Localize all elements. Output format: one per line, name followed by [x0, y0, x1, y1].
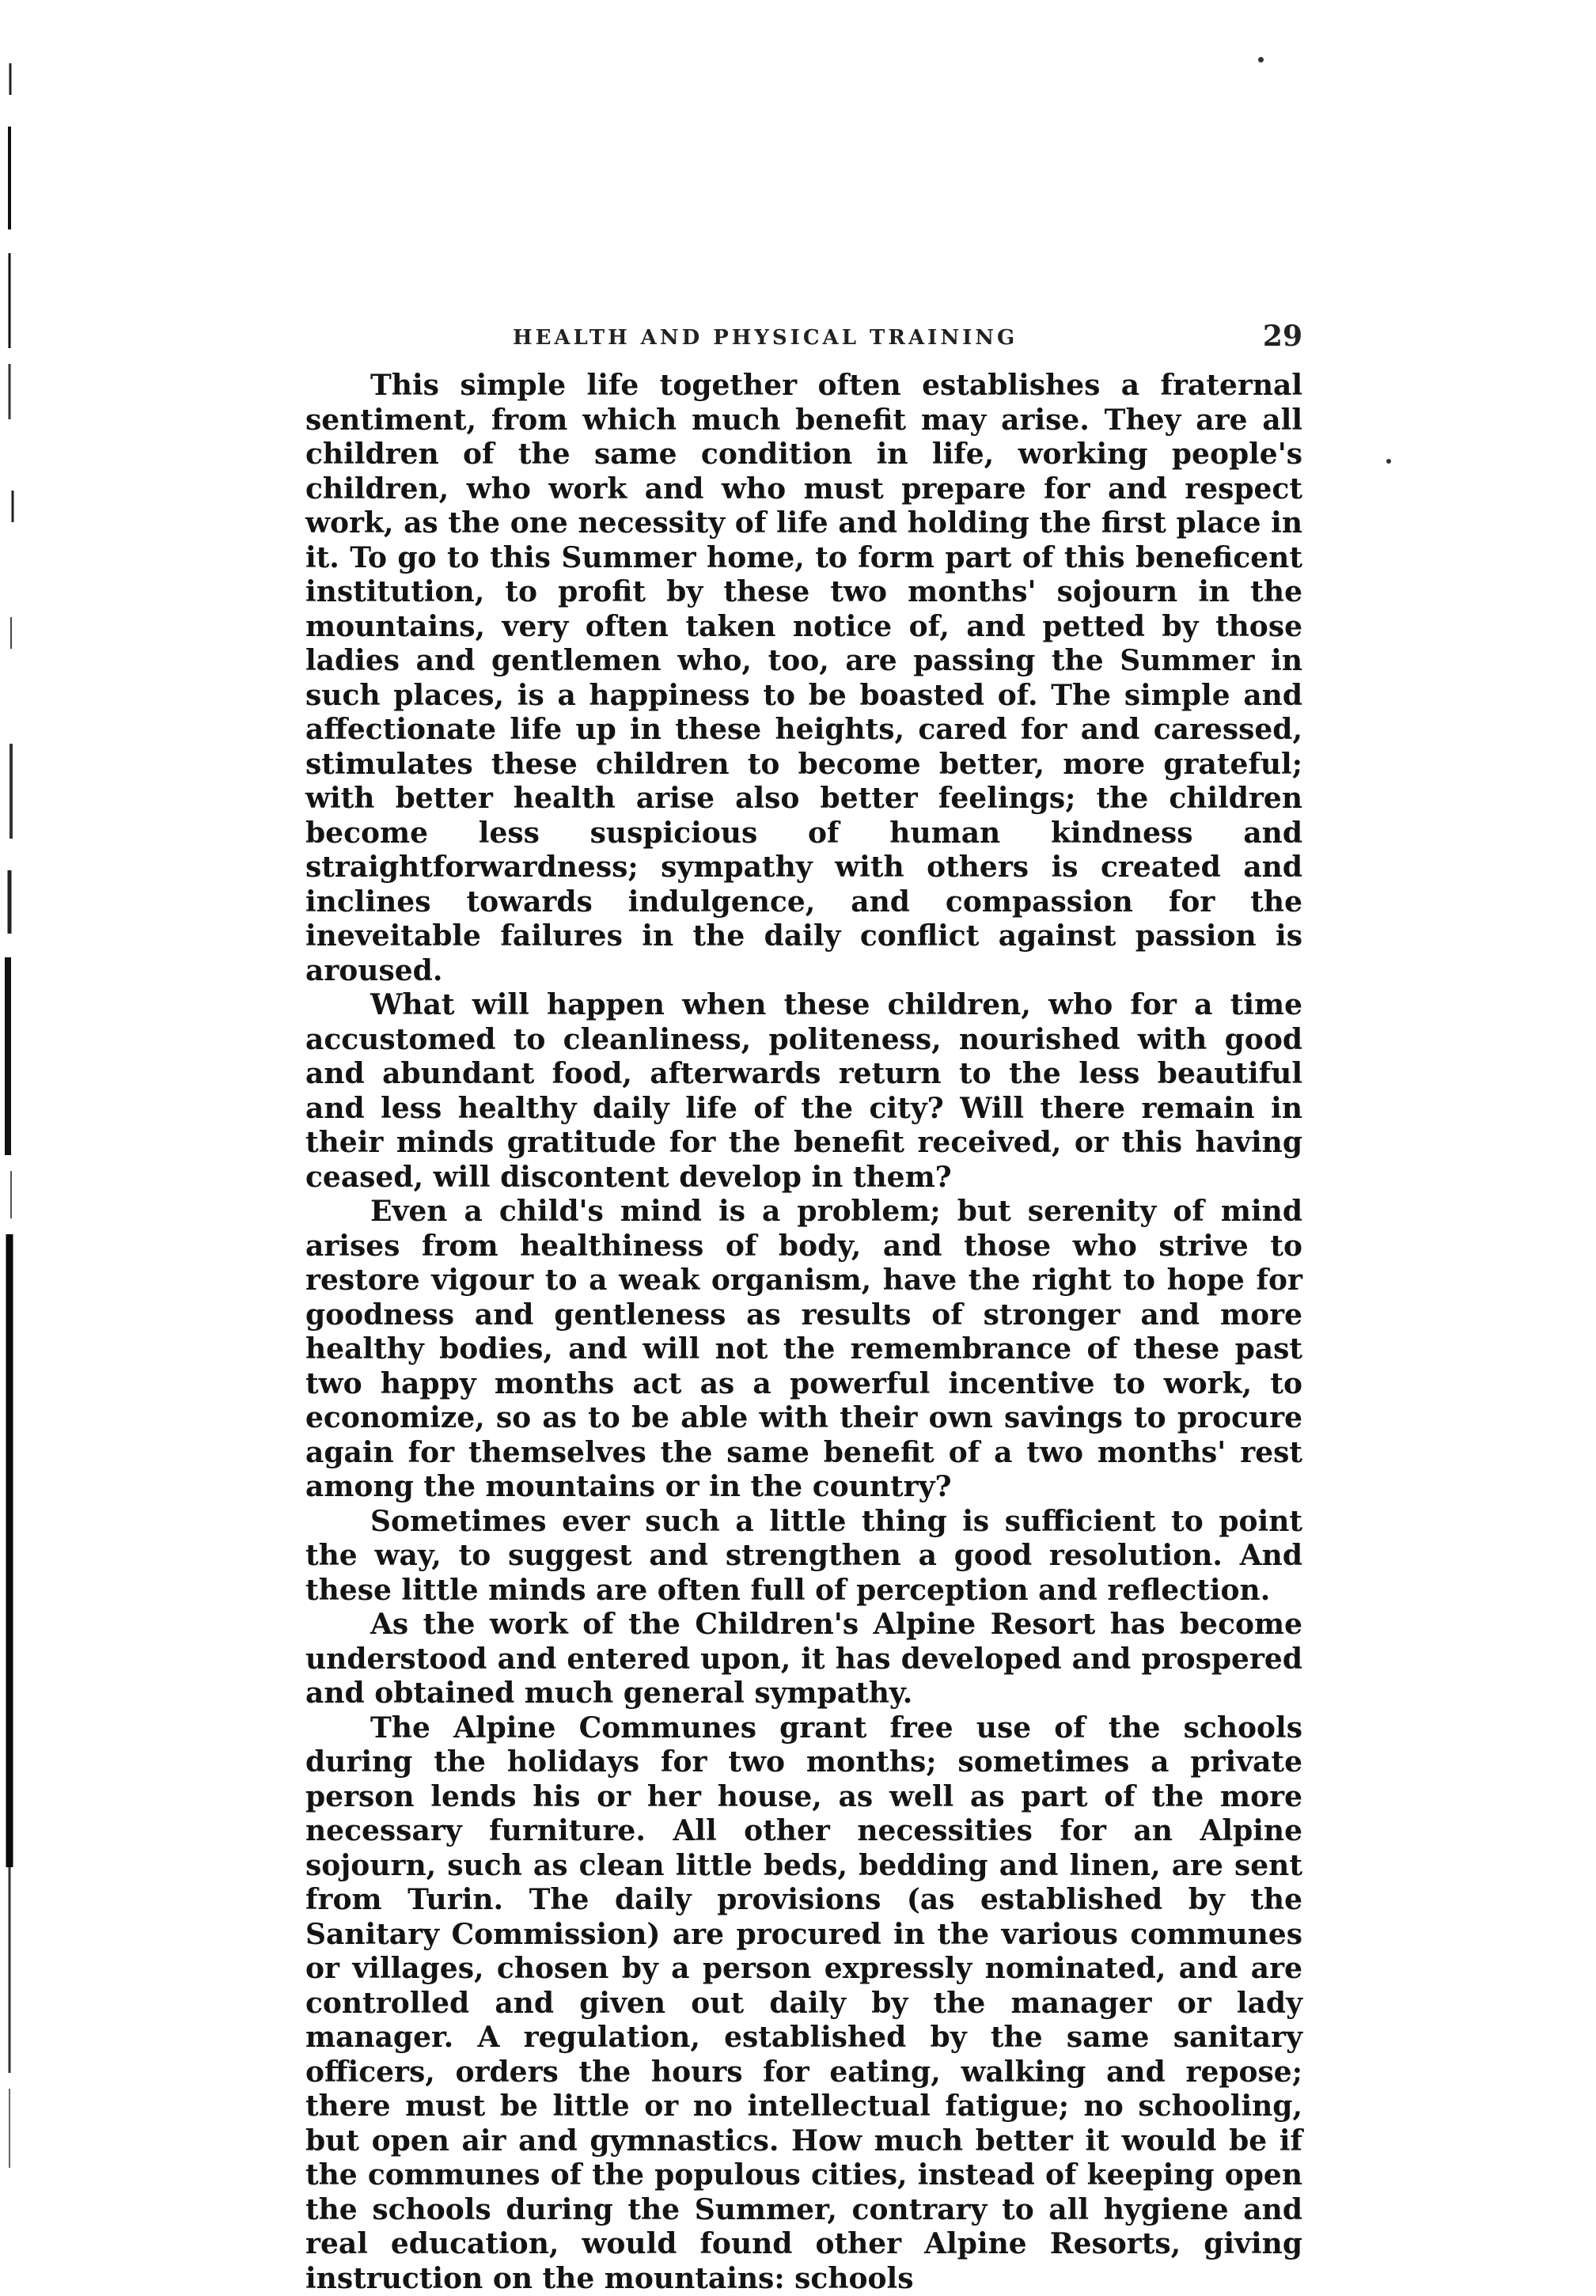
paragraph: As the work of the Children's Alpine Resort has become understood and entered upon, it has developed and prospered and obtained much general sympathy. [305, 1608, 1302, 1711]
body-text [305, 369, 1302, 2296]
paragraph: What will happen when these children, who for a time accustomed to cleanliness, politeness, nourished with good and abundant food, afterwards return to the less beautiful and less healthy daily life of the city? Will there remain in their minds gratitude for the benefit received, or this having ceased, will discontent develop in them? [305, 988, 1302, 1195]
scan-speck [1386, 459, 1391, 464]
binding-shadow-graphic [0, 47, 111, 2184]
paragraph: The Alpine Communes grant free use of the schools during the holidays for two months; sometimes a private person lends his or her house, as well as part of the more necessary furniture. All other necessities for an Alpine sojourn, such as clean little beds, bedding and linen, are sent from Turin. The daily provisions (as established by the Sanitary Commission) are procured in the various communes or villages, chosen by a person expressly nominated, and are controlled and given out daily by the manager or lady manager. A regulation, established by the same sanitary officers, orders the hours for eating, walking and repose; there must be little or no intellectual fatigue; no schooling, but open air and gymnastics. How much better it would be if the communes of the populous cities, instead of keeping open the schools during the Summer, contrary to all hygiene and real education, would found other Alpine Resorts, giving instruction on the mountains: schools [305, 1711, 1302, 2296]
page-header [305, 316, 1302, 364]
page-number: 29 [1263, 320, 1302, 353]
paragraph: Sometimes ever such a little thing is sufficient to point the way, to suggest and strengthen a good resolution. And these little minds are often full of perception and reflection. [305, 1505, 1302, 1608]
paragraph: This simple life together often establishes a fraternal sentiment, from which much benefit may arise. They are all children of the same condition in life, working people's children, who work and who must prepare for and respect work, as the one necessity of life and holding the first place in it. To go to this Summer home, to form part of this beneficent institution, to profit by these two months' sojourn in the mountains, very often taken notice of, and petted by those ladies and gentlemen who, too, are passing the Summer in such places, is a happiness to be boasted of. The simple and affectionate life up in these heights, cared for and caressed, stimulates these children to become better, more grateful; with better health arise also better feelings; the children become less suspicious of human kindness and straightforwardness; sympathy with others is created and inclines towards indulgence, and compassion for the ineveitable failures in the daily conflict against passion is aroused. [305, 369, 1302, 988]
running-head: HEALTH AND PHYSICAL TRAINING [513, 326, 1018, 350]
scanned-binding-edge [0, 47, 111, 2184]
scan-speck [1258, 57, 1264, 63]
paragraph: Even a child's mind is a problem; but serenity of mind arises from healthiness of body, and those who strive to restore vigour to a weak organism, have the right to hope for goodness and gentleness as results of stronger and more healthy bodies, and will not the remembrance of these past two happy months act as a powerful incentive to work, to economize, so as to be able with their own savings to procure again for themselves the same benefit of a two months' rest among the mountains or in the country? [305, 1195, 1302, 1505]
